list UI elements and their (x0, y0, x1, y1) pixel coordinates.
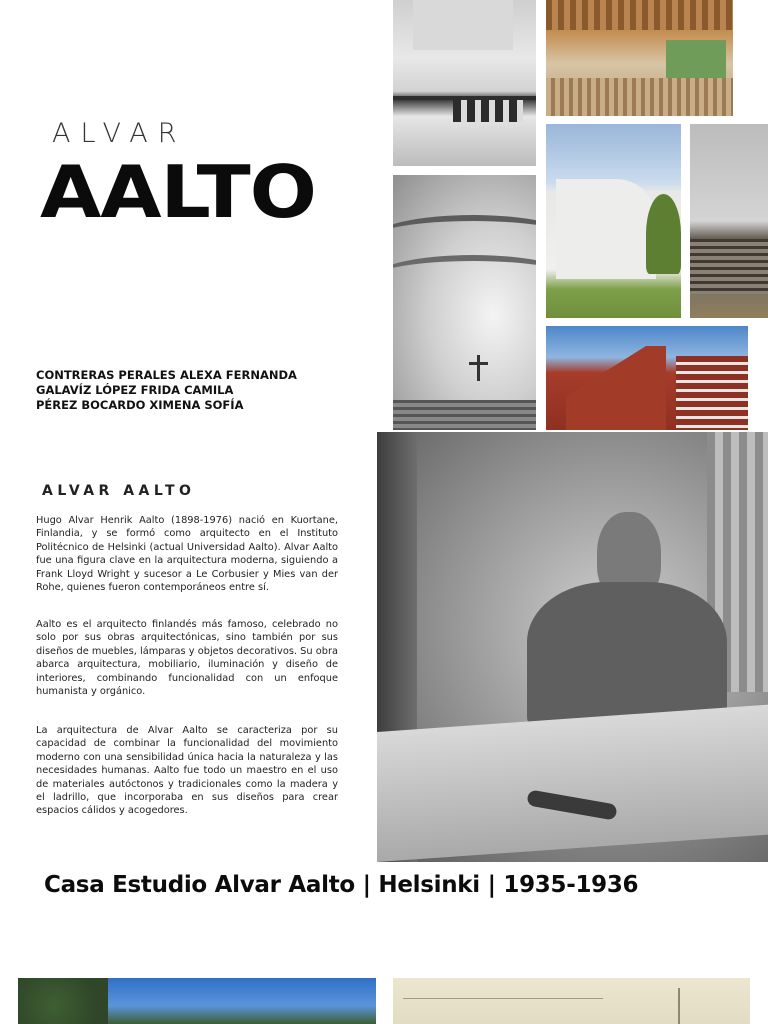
section-title: Casa Estudio Alvar Aalto | Helsinki | 1935-1936 (44, 872, 639, 898)
bio-paragraph: Hugo Alvar Henrik Aalto (1898-1976) nació en Kuortane, Finlandia, y se formó como arquitecto en el Instituto Politécnico de Helsinki (actual Universidad Aalto). Alvar Aalto fue una figura clave en la arquitectura moderna, siguiendo a Frank Lloyd Wright y sucesor a Le Corbusier y Mies van der Rohe, quienes fueron contemporáneos entre sí. (36, 515, 338, 594)
photo-church-interior (393, 175, 536, 430)
photo-red-brick-building (546, 326, 748, 430)
bio-paragraph: La arquitectura de Alvar Aalto se caracteriza por su capacidad de combinar la funcionalidad del movimiento moderno con una sensibilidad única hacia la naturaleza y las necesidades humanas. Aalto fue todo un maestro en el uso de materiales autóctonos y tradicionales como la madera y el ladrillo, que incorporaba en sus diseños para crear espacios cálidos y acogedores. (36, 725, 338, 817)
title-kicker: ALVAR (52, 118, 187, 149)
photo-house-exterior (18, 978, 376, 1024)
photo-white-building (393, 0, 536, 166)
photo-library-interior (546, 0, 733, 116)
photo-aalto-portrait (377, 432, 768, 862)
photo-white-church-exterior (546, 124, 681, 318)
author-name: GALAVÍZ LÓPEZ FRIDA CAMILA (36, 383, 234, 397)
author-name: CONTRERAS PERALES ALEXA FERNANDA (36, 368, 297, 382)
photo-brick-block (690, 124, 768, 318)
photo-plan-sketch (393, 978, 750, 1024)
author-list (36, 368, 297, 413)
page-title: AALTO (40, 150, 316, 234)
bio-heading: ALVAR AALTO (42, 483, 196, 499)
bio-paragraph: Aalto es el arquitecto finlandés más famoso, celebrado no solo por sus obras arquitectónicas, sino también por sus diseños de muebles, lámparas y objetos decorativos. Su obra abarca arquitectura, mobiliario, iluminación y diseño de interiores, combinando funcionalidad con un enfoque humanista y orgánico. (36, 619, 338, 698)
author-name: PÉREZ BOCARDO XIMENA SOFÍA (36, 398, 244, 412)
